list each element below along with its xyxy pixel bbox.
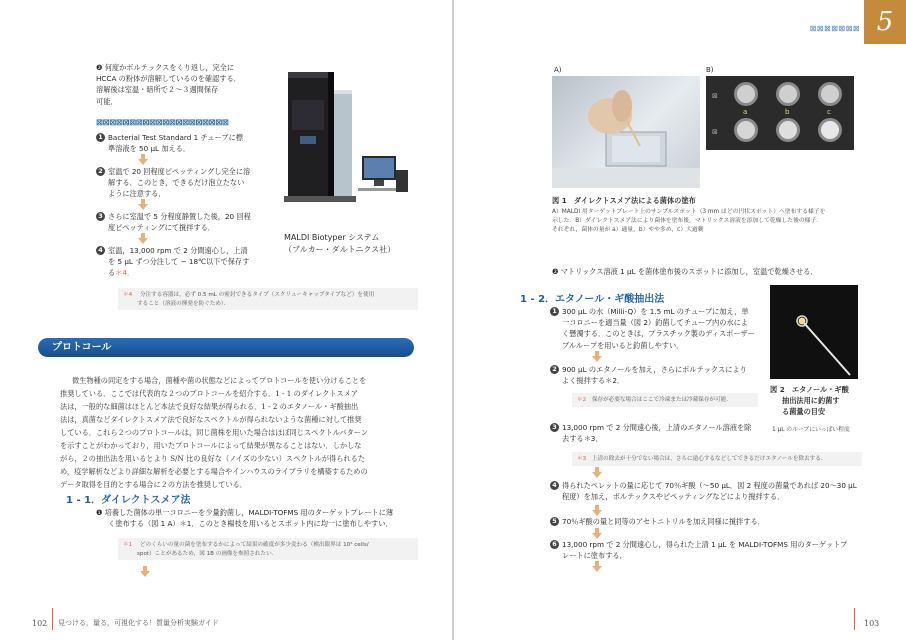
- footnote-ref[interactable]: ＊4．: [115, 268, 135, 278]
- svg-text:⊠: ⊠: [712, 128, 718, 136]
- direct-smear-heading: 1 - 1．ダイレクトスメア法: [66, 495, 191, 506]
- step2-line: HCCA の粉体が溶解しているのを確認する．: [96, 74, 241, 84]
- step-number: 2: [550, 365, 559, 374]
- protocol-section-heading: プロトコール: [38, 338, 414, 357]
- down-arrow-icon: [592, 472, 602, 478]
- down-arrow-icon: [140, 571, 150, 577]
- instrument-caption: MALDI Biotyper システム: [284, 233, 380, 242]
- step2-block: [96, 62, 266, 107]
- step-number: 1: [96, 133, 105, 142]
- step-number: 1: [550, 307, 559, 316]
- step-number: 2: [96, 167, 105, 176]
- ef-step-6: 6 13,000 rpm で 2 分間遠心し，得られた上清 1 μL を MALDI-TOFMS 用のターゲットプ レートに塗布する．: [550, 539, 880, 561]
- fig1b-photo: [706, 76, 854, 150]
- step-number: 4: [96, 246, 105, 255]
- right-page: [454, 0, 906, 640]
- fig2-title: 図 2 エタノール・ギ酸 抽出法用に釣菌す る菌量の目安: [770, 385, 849, 416]
- down-arrow-icon: [592, 356, 602, 362]
- footnote-2: ＊2 保存が必要な場合はここで冷凍または冷蔵保存が可能．: [572, 393, 758, 407]
- step2-line: ❷ 何度かボルテックスをくり返し，完全に: [96, 63, 235, 72]
- down-arrow-icon: [138, 159, 148, 165]
- running-footer: 見つける，量る，可視化する！質量分析実験ガイド: [58, 619, 219, 627]
- footnote-3: ＊3 上清の除去が十分でない場合は，さらに遠心するなどしてできるだけエタノールを除去する．: [572, 452, 862, 466]
- ef-step-4: 4 得られたペレットの量に応じて 70％ギ酸（〜50 μL．図 2 程度の菌量であれば 20〜30 μL 程度）を加え，ボルテックスやピペッティングなどにより撹拌する．: [550, 480, 880, 502]
- page-number: 102: [32, 619, 48, 628]
- fig1a-label: A): [554, 66, 562, 74]
- svg-text:⊠: ⊠: [712, 92, 718, 100]
- down-arrow-icon: [138, 204, 148, 210]
- fig1-caption: A）MALDI 用ターゲットプレート上のサンプルスポット（3 mm ほどの円状スポット）へ塗布する様子を 示した．B）ダイレクトスメア法により菌体を塗布後，マトリックス溶液を添加して乾燥した後の様子． それぞれ，菌体の量が a）適量，b）やや多め，c）大過剰: [552, 209, 826, 233]
- fig1a-photo: [552, 76, 700, 188]
- instrument-caption: （ブルカー・ダルトニクス社）: [284, 245, 396, 254]
- protocol-paragraph: 微生物種の同定をする場合，菌種や菌の状態などによってプロトコールを使い分けることを 推奨している．ここでは代表的な２つのプロトコールを紹介する．1 - 1 のダイレクトスメア 法は，一般的な細菌はほとんど本法で良好な結果が得られる．1 - 2 のエタノール・ギ酸抽出 法は，真菌などダイレクトスメア法で良好なスペクトルが得られないような菌種に対して推奨 している．これら２つのプロトコールは，同じ菌株を用いた場合はほぼ同じスペクトルパターン を示すことがわかっており，用いたプロトコールによって結果が異なることはない．しかしな がら，２の抽出法を用いるとより S/N 比の良好な（ノイズの少ない）スペクトルが得られるた め，疫学解析などより詳細な解析を必要とする場合やインハウスのライブラリを構築するための データ取得を目的とする場合に２の方法を推奨している．: [60, 376, 368, 489]
- down-arrow-icon: [592, 566, 602, 572]
- ef-step-1: 1 300 μL の水（Milli-Q）を 1.5 mL のチューブに加え，単 一コロニーを適当量（図 2）釣菌してチューブ内の水によ く懸濁する．このときは，プラスチック製のディスポーザー ブルループを用いると釣菌しやすい．: [550, 306, 760, 351]
- ef-step-5: 5 70％ギ酸の量と同等のアセトニトリルを加え同様に撹拌する．: [550, 516, 880, 527]
- step-number: 3: [550, 423, 559, 432]
- ds-step-2: ❷ マトリックス溶液 1 μL を菌体塗布後のスポットに添加し，室温で乾燥させる．: [552, 267, 818, 276]
- chapter-number: 5: [864, 0, 906, 44]
- ethanol-formic-heading: 1 - 2．エタノール・ギ酸抽出法: [520, 294, 665, 305]
- page-number: 103: [864, 619, 880, 628]
- left-page: [0, 0, 452, 640]
- ef-step-2: 2 900 μL のエタノールを加え，さらにボルテックスにより よく撹拌する＊2．: [550, 364, 760, 386]
- spot-label: b: [785, 108, 790, 116]
- step-number: 4: [550, 481, 559, 490]
- bts-step-3: 3 さらに室温で 5 分程度静置した後，20 回程 度ピペッティングにて撹拌する．: [96, 211, 266, 233]
- spot-label: c: [827, 108, 831, 116]
- maldi-instrument-image: [270, 60, 420, 260]
- fig2-photo: [770, 285, 858, 379]
- fig1b-label: B): [706, 66, 714, 74]
- footnote-1: ＊1 どのくらいの量の菌を塗布するかによって結果の確度が多少変わる（検出限界は 10⁵ cells/ spot）ことがあるため，図 1B の画像を参照されたい．: [118, 538, 418, 560]
- bts-step-1: 1 Bacterial Test Standard 1 チューブに標 準溶液を 50 μL 加える．: [96, 132, 266, 154]
- step2-line: 可能．: [96, 96, 118, 106]
- footnote-4: ＊4 分注する容器は，必ず 0.5 mL の密封できるタイプ（スクリューキャップタイプなど）を使用 すること（溶液の揮発を防ぐため）．: [118, 288, 418, 310]
- fig1-title: 図 1 ダイレクトスメア法による菌体の塗布: [552, 196, 696, 205]
- bts-step-2: 2 室温で 20 回程度ピペッティングし完全に溶 解する．このとき，できるだけ泡立たない ように注意する．: [96, 166, 266, 200]
- step-number: 5: [550, 517, 559, 526]
- footer-rule: [854, 608, 855, 630]
- bts-subheading: ⊠⊠⊠⊠⊠⊠⊠⊠⊠⊠⊠⊠⊠⊠⊠⊠⊠⊠⊠⊠: [96, 118, 229, 128]
- bts-step-4: 4 室温，13,000 rpm で 2 分間遠心し，上清 を 5 μL ずつ分注して − 18℃以下で保存す る＊4．: [96, 245, 270, 279]
- down-arrow-icon: [138, 238, 148, 244]
- chapter-label: ⊠⊠⊠⊠⊠⊠⊠: [809, 24, 860, 33]
- step-number: 6: [550, 540, 559, 549]
- ef-step-3: 3 13,000 rpm で 2 分間遠心後，上清のエタノール溶液を除 去する＊3．: [550, 422, 760, 444]
- spot-label: a: [743, 108, 748, 116]
- step2-line: 溶解後は室温・暗所で２〜３週間保存: [96, 85, 219, 95]
- fig2-caption: 1 μL のループにいっぱい程度: [772, 427, 850, 433]
- footer-rule: [52, 608, 53, 630]
- ds-step-1: ❶ 培養した菌体の単一コロニーを少量釣菌し，MALDI-TOFMS 用のターゲットプレートに薄 く塗布する（図 1 A）＊1．このとき楊枝を用いるとスポット内に均一に塗布しやすい．: [96, 508, 394, 529]
- step-number: 3: [96, 212, 105, 221]
